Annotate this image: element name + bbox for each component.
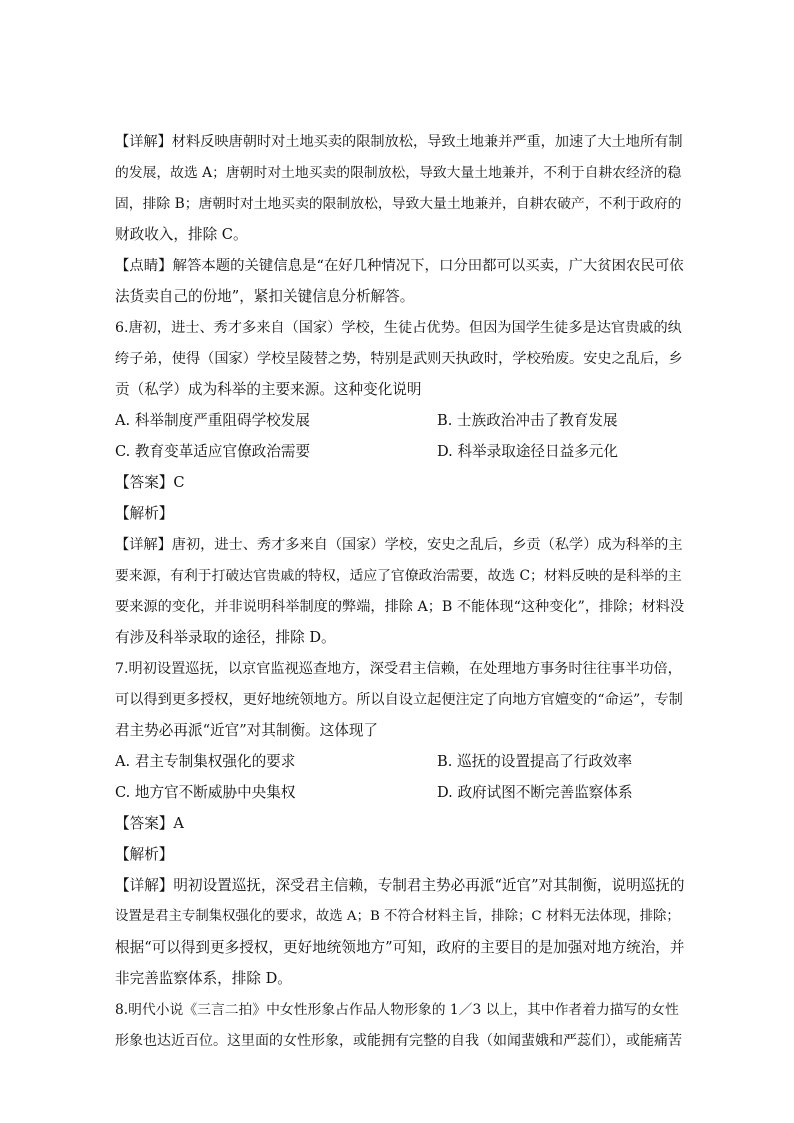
q6-option-d: D. 科举录取途径日益多元化 <box>437 443 618 460</box>
q6-explain-line-2: 要来源，有利于打破达官贵戚的特权，适应了官僚政治需要，故选 C；材料反映的是科举的主 <box>115 568 682 584</box>
q6-explain-line-1: 【详解】唐初，进士、秀才多来自（国家）学校，安史之乱后，乡贡（私学）成为科举的主 <box>115 537 683 553</box>
q7-stem-line-2: 可以得到更多授权，更好地统领地方。所以自设立起便注定了向地方官嬗变的“命运”，专制 <box>115 692 683 708</box>
q7-option-d: D. 政府试图不断完善监察体系 <box>437 784 633 801</box>
q6-option-a: A. 科举制度严重阻碍学校发展 <box>115 412 310 429</box>
q7-explain-line-3: 根据“可以得到更多授权，更好地统领地方”可知，政府的主要目的是加强对地方统治，并 <box>115 939 685 956</box>
q7-answer: 【答案】A <box>115 815 184 832</box>
q6-explain-line-4: 有涉及科举录取的途径，排除 D。 <box>115 629 336 646</box>
q5-tip-line-2: 法货卖自己的份地”，紧扣关键信息分析解答。 <box>115 288 415 305</box>
q7-stem-line-3: 君主势必再派“近官”对其制衡。这体现了 <box>115 722 379 739</box>
q5-explain-line-4: 财政收入，排除 C。 <box>115 226 248 243</box>
q6-answer: 【答案】C <box>115 474 185 491</box>
q6-analysis-label: 【解析】 <box>115 505 174 522</box>
q5-explain-line-2: 的发展，故选 A；唐朝时对土地买卖的限制放松，导致大量土地兼并，不利于自耕农经济的稳 <box>115 165 682 181</box>
q8-stem-line-1: 8.明代小说《三言二拍》中女性形象占作品人物形象的 1／3 以上，其中作者着力描写的女性 <box>115 1002 679 1018</box>
q7-option-b: B. 巡抚的设置提高了行政效率 <box>437 753 633 770</box>
q5-explain-line-1: 【详解】材料反映唐朝时对土地买卖的限制放松，导致土地兼并严重，加速了大土地所有制 <box>115 134 683 150</box>
q5-tip-line-1: 【点睛】解答本题的关键信息是“在好几种情况下，口分田都可以买卖，广大贫困农民可依 <box>115 258 684 274</box>
q6-explain-line-3: 要来源的变化，并非说明科举制度的弊端，排除 A；B 不能体现“这种变化”，排除；材料没 <box>115 599 685 615</box>
q7-option-c: C. 地方官不断威胁中央集权 <box>115 784 296 801</box>
q7-explain-line-4: 非完善监察体系，排除 D。 <box>115 970 292 987</box>
q5-explain-line-3: 固，排除 B；唐朝时对土地买卖的限制放松，导致大量土地兼并，自耕农破产，不利于政府的 <box>115 196 682 212</box>
q6-option-c: C. 教育变革适应官僚政治需要 <box>115 443 311 460</box>
q7-option-a: A. 君主专制集权强化的要求 <box>115 753 296 770</box>
q6-stem-line-1: 6.唐初，进士、秀才多来自（国家）学校，生徒占优势。但因为国学生徒多是达官贵戚的纨 <box>115 320 682 336</box>
q8-stem-line-2: 形象也达近百位。这里面的女性形象，或能拥有完整的自我（如闻蜚娥和严蕊们），或能痛苦 <box>115 1033 682 1049</box>
q7-explain-line-2: 设置是君主专制集权强化的要求，故选 A；B 不符合材料主旨，排除；C 材料无法体现，排除； <box>115 909 680 924</box>
q6-stem-line-3: 贡（私学）成为科举的主要来源。这种变化说明 <box>115 381 422 398</box>
q7-stem-line-1: 7.明初设置巡抚，以京官监视巡查地方，深受君主信赖，在处理地方事务时往往事半功倍， <box>115 661 682 677</box>
q7-explain-line-1: 【详解】明初设置巡抚，深受君主信赖，专制君主势必再派“近官”对其制衡，说明巡抚的 <box>115 877 685 894</box>
q6-stem-line-2: 绔子弟，使得（国家）学校呈陵替之势，特别是武则天执政时，学校殆废。安史之乱后，乡 <box>115 351 683 367</box>
q7-analysis-label: 【解析】 <box>115 846 174 863</box>
q6-option-b: B. 士族政治冲击了教育发展 <box>437 412 618 429</box>
